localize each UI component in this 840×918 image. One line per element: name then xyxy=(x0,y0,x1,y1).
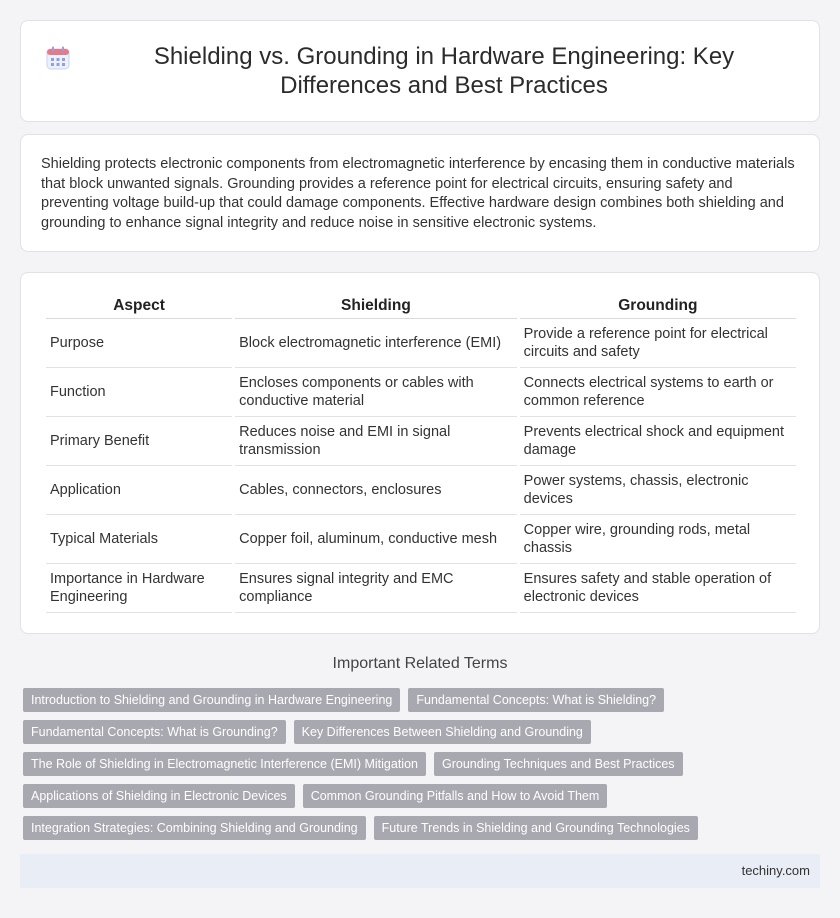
cell-grounding: Connects electrical systems to earth or common reference xyxy=(520,368,796,417)
related-term-tag[interactable]: Introduction to Shielding and Grounding in Hardware Engineering xyxy=(23,688,400,712)
cell-grounding: Copper wire, grounding rods, metal chassis xyxy=(520,515,796,564)
related-term-tag[interactable]: Fundamental Concepts: What is Shielding? xyxy=(408,688,664,712)
related-term-tag[interactable]: Integration Strategies: Combining Shielding and Grounding xyxy=(23,816,366,840)
related-terms-title: Important Related Terms xyxy=(332,655,508,672)
cell-aspect: Importance in Hardware Engineering xyxy=(46,564,232,613)
cell-grounding: Provide a reference point for electrical circuits and safety xyxy=(520,319,796,368)
comparison-table-card xyxy=(20,272,820,634)
table-row xyxy=(46,368,796,417)
page-title: Shielding vs. Grounding in Hardware Engineering: Key Differences and Best Practices xyxy=(153,43,735,99)
header-card xyxy=(20,20,820,122)
related-term-tag[interactable]: Future Trends in Shielding and Grounding Technologies xyxy=(374,816,698,840)
cell-aspect: Function xyxy=(46,368,232,417)
cell-aspect: Primary Benefit xyxy=(46,417,232,466)
related-term-tag[interactable]: Common Grounding Pitfalls and How to Avoid Them xyxy=(303,784,608,808)
footer xyxy=(20,854,820,888)
calendar-icon xyxy=(45,45,71,71)
comparison-table xyxy=(43,295,799,613)
cell-aspect: Purpose xyxy=(46,319,232,368)
cell-shielding: Ensures signal integrity and EMC compliance xyxy=(235,564,517,613)
cell-aspect: Application xyxy=(46,466,232,515)
footer-brand[interactable]: techiny.com xyxy=(741,863,810,878)
cell-grounding: Power systems, chassis, electronic devices xyxy=(520,466,796,515)
header-aspect: Aspect xyxy=(46,295,232,319)
header-grounding: Grounding xyxy=(520,295,796,319)
header-shielding: Shielding xyxy=(235,295,517,319)
table-header-row xyxy=(46,295,796,319)
cell-shielding: Encloses components or cables with conductive material xyxy=(235,368,517,417)
related-term-tag[interactable]: Key Differences Between Shielding and Grounding xyxy=(294,720,591,744)
cell-shielding: Copper foil, aluminum, conductive mesh xyxy=(235,515,517,564)
cell-grounding: Prevents electrical shock and equipment damage xyxy=(520,417,796,466)
related-term-tag[interactable]: Fundamental Concepts: What is Grounding? xyxy=(23,720,286,744)
table-row xyxy=(46,417,796,466)
intro-paragraph: Shielding protects electronic components from electromagnetic interference by encasing them in conductive materials that block unwanted signals. Grounding provides a reference point for electrical circuits, ensuring safety and preventing voltage build-up that could damage components. Effective hardware design combines both shielding and grounding to enhance signal integrity and reduce noise in sensitive electronic systems. xyxy=(41,156,795,231)
cell-shielding: Cables, connectors, enclosures xyxy=(235,466,517,515)
table-row xyxy=(46,564,796,613)
table-row xyxy=(46,466,796,515)
related-terms-list xyxy=(23,688,823,840)
related-term-tag[interactable]: The Role of Shielding in Electromagnetic Interference (EMI) Mitigation xyxy=(23,752,426,776)
related-term-tag[interactable]: Applications of Shielding in Electronic Devices xyxy=(23,784,295,808)
table-row xyxy=(46,319,796,368)
cell-grounding: Ensures safety and stable operation of electronic devices xyxy=(520,564,796,613)
cell-shielding: Block electromagnetic interference (EMI) xyxy=(235,319,517,368)
related-term-tag[interactable]: Grounding Techniques and Best Practices xyxy=(434,752,683,776)
table-row xyxy=(46,515,796,564)
cell-shielding: Reduces noise and EMI in signal transmission xyxy=(235,417,517,466)
intro-card xyxy=(20,134,820,252)
cell-aspect: Typical Materials xyxy=(46,515,232,564)
